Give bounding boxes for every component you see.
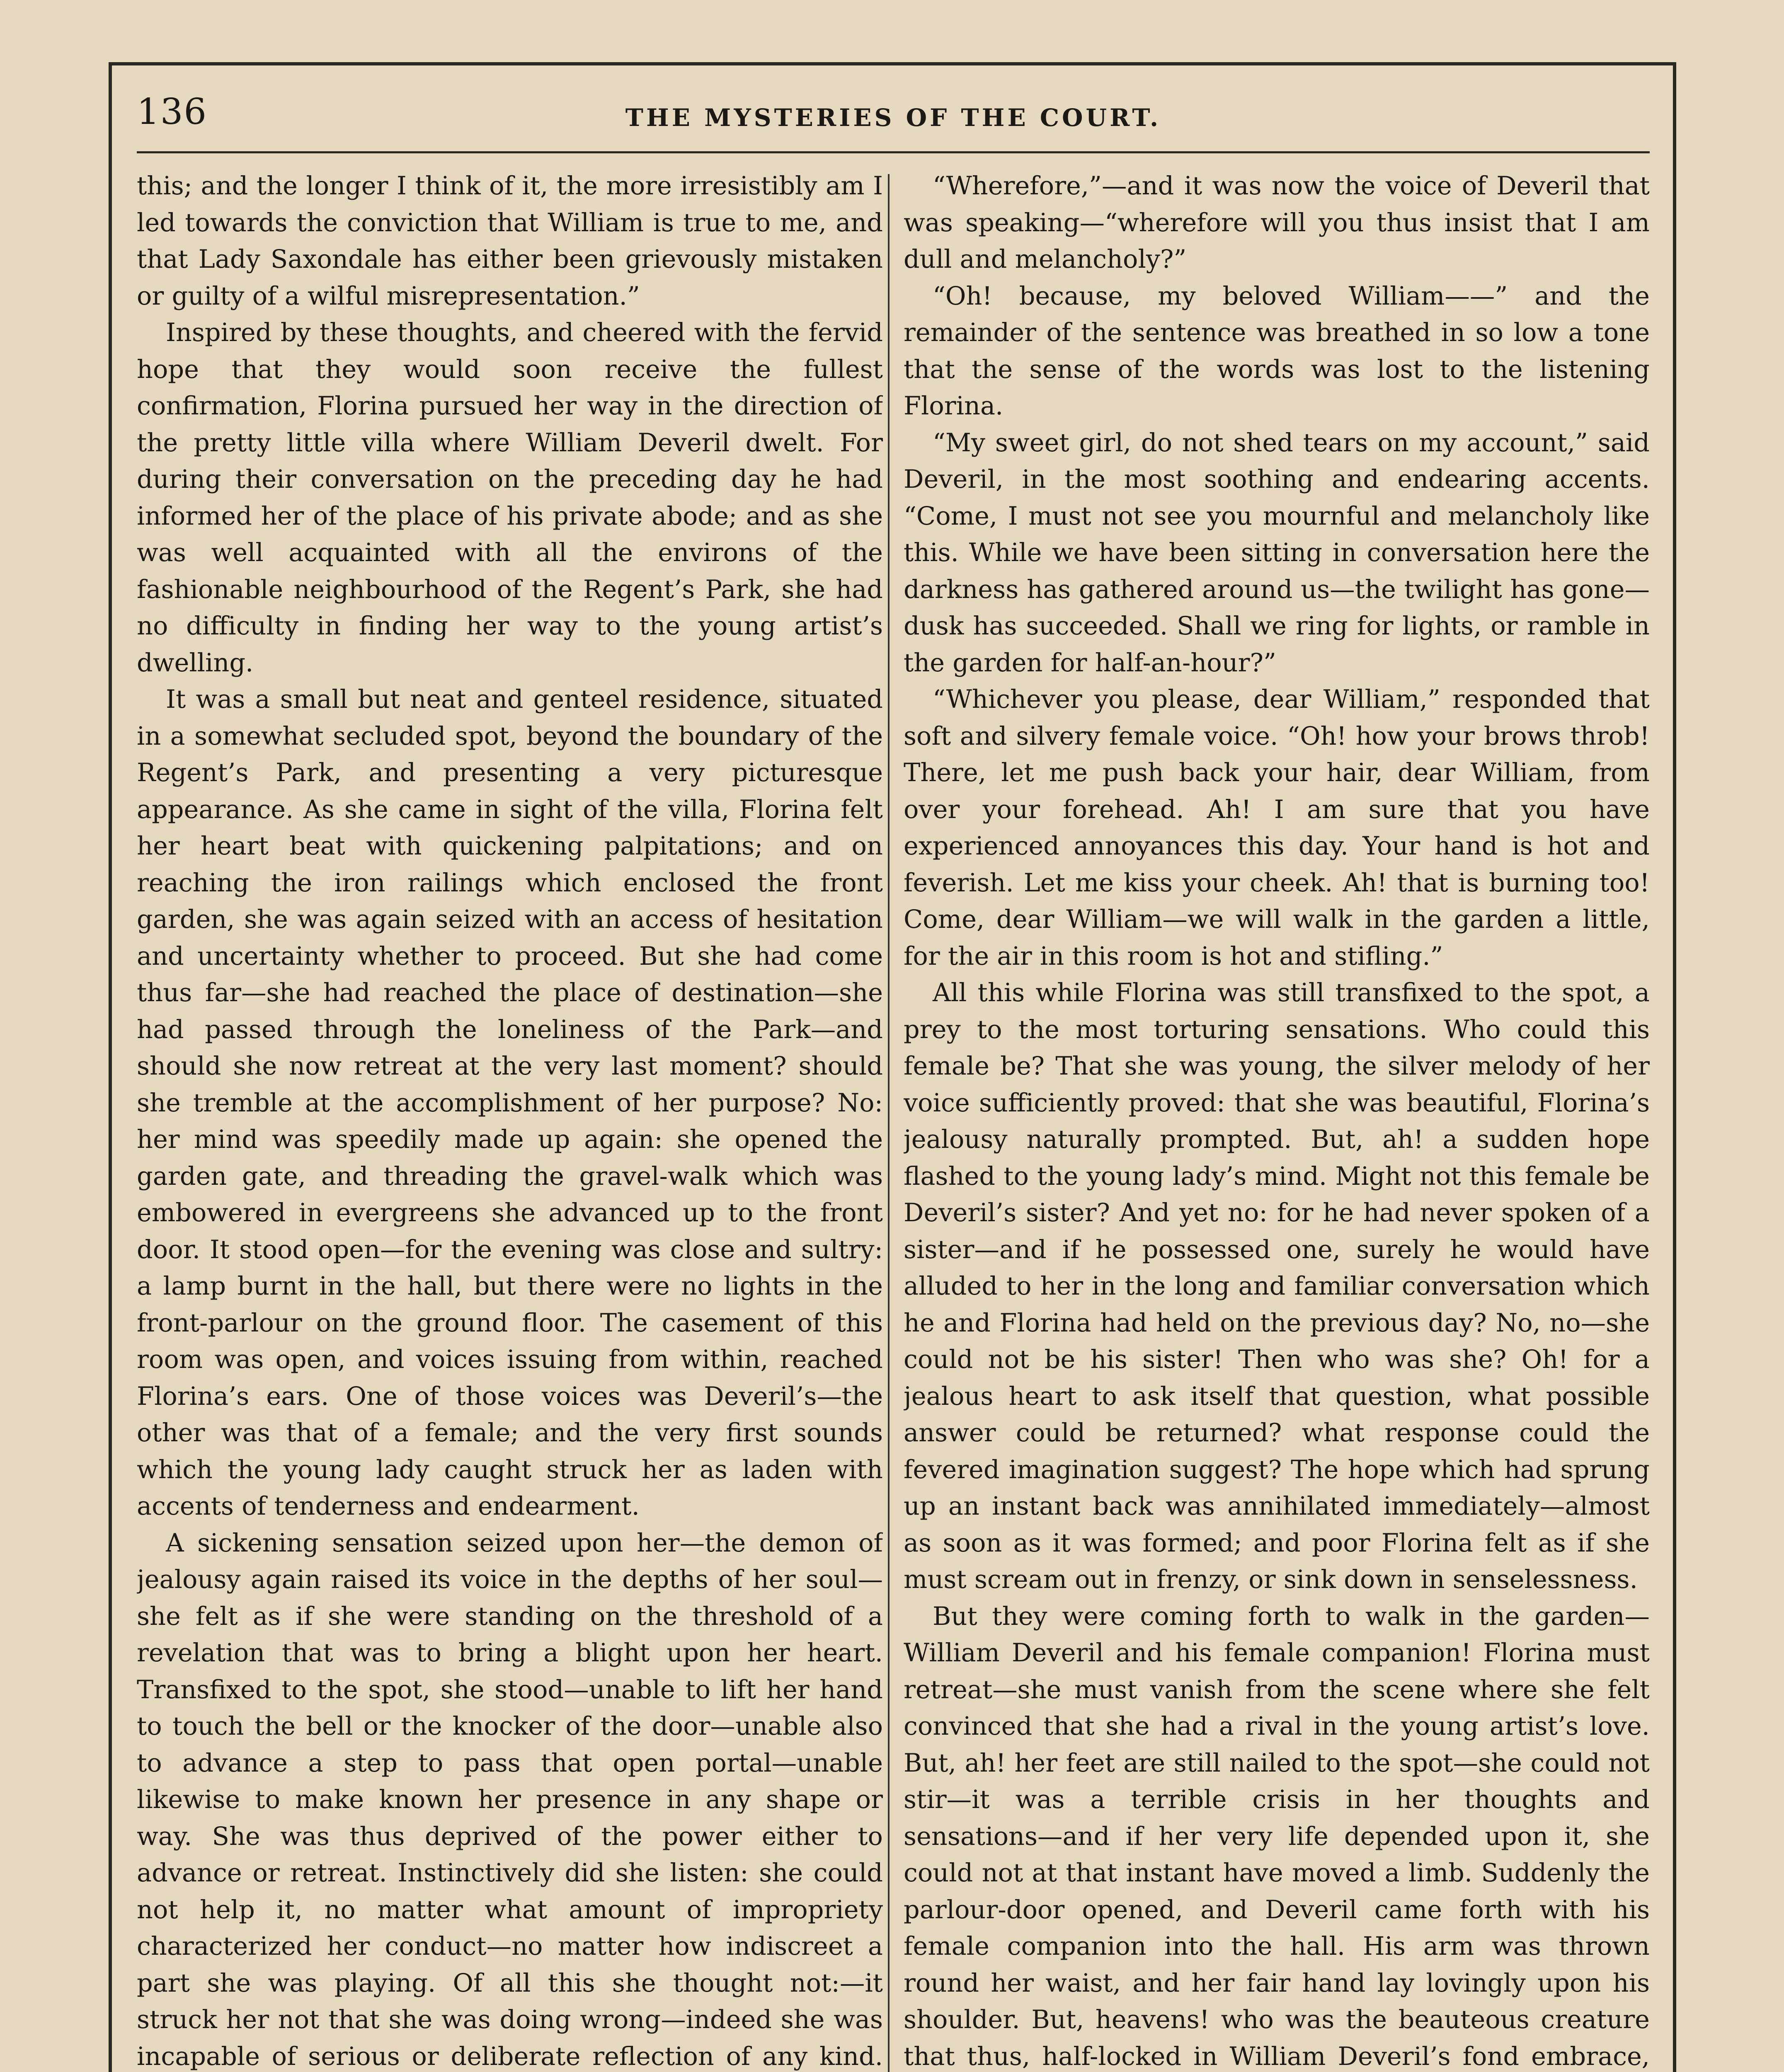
- paragraph: “My sweet girl, do not shed tears on my account,” said Deveril, in the most soothing and endearing accents. “Come, I must not see you mournful and melancholy like this. While we have been sitting in conversation here the darkness has gathered around us—the twilight has gone—dusk has succeeded. Shall we ring for lights, or ramble in the garden for half-an-hour?”: [904, 428, 1650, 678]
- paragraph: A sickening sensation seized upon her—the demon of jealousy again raised its voice in the depths of her soul—she felt as if she were standing on the threshold of a revelation that was to bring a blight upon her heart. Transfixed to the spot, she stood—unable to lift her hand to touch the bell or the knocker of the door—unable also to advance a step to pass that open portal—unable likewise to make known her presence in any shape or way. She was thus deprived of the power either to advance or retreat. Instinctively did she listen: she could not help it, no matter what amount of impropriety characterized her conduct—no matter how indiscreet a part she was playing. Of all this she thought not:—it struck her not that she was doing wrong—indeed she was incapable of serious or deliberate reflection of any kind.: [137, 1528, 883, 2071]
- column-divider: [888, 174, 890, 2072]
- page-number: 136: [137, 91, 208, 133]
- paragraph: It was a small but neat and genteel residence, situated in a somewhat secluded spot, beyond the boundary of the Regent’s Park, and presenting a very picturesque appearance. As she came in sight of the villa, Florina felt her heart beat with quickening palpitations; and on reaching the iron railings which enclosed the front garden, she was again seized with an access of hesitation and uncertainty whether to proceed. But she had come thus far—she had reached the place of destination—she had passed through the loneliness of the Park—and should she now retreat at the very last moment? should she tremble at the accomplishment of her purpose? No: her mind was speedily made up again: she opened the garden gate, and threading the gravel-walk which was embowered in evergreens she advanced up to the front door. It stood open—for the evening was close and sultry: a lamp burnt in the hall, but there were no lights in the front-parlour on the ground floor. The casement of this room was open, and voices issuing from within, reached Florina’s ears. One of those voices was Deveril’s—the other was that of a female; and the very first sounds which the young lady caught struck her as laden with accents of tenderness and endearment.: [137, 685, 883, 1521]
- paragraph: Inspired by these thoughts, and cheered with the fervid hope that they would soon receive the fullest confirmation, Florina pursued her way in the direction of the pretty little villa where William Deveril dwelt. For during their conversation on the preceding day he had informed her of the place of his private abode; and as she was well acquainted with all the environs of the fashionable neighbourhood of the Regent’s Park, she had no difficulty in finding her way to the young artist’s dwelling.: [137, 318, 883, 678]
- paragraph: “Whichever you please, dear William,” responded that soft and silvery female voice. “Oh! how your brows throb! There, let me push back your hair, dear William, from over your forehead. Ah! I am sure that you have experienced annoyances this day. Your hand is hot and feverish. Let me kiss your cheek. Ah! that is burning too! Come, dear William—we will walk in the garden a little, for the air in this room is hot and stifling.”: [904, 685, 1650, 971]
- paragraph: All this while Florina was still transfixed to the spot, a prey to the most torturing sensations. Who could this female be? That she was young, the silver melody of her voice sufficiently proved: that she was beautiful, Florina’s jealousy naturally prompted. But, ah! a sudden hope flashed to the young lady’s mind. Might not this female be Deveril’s sister? And yet no: for he had never spoken of a sister—and if he possessed one, surely he would have alluded to her in the long and familiar conversation which he and Florina had held on the previous day? No, no—she could not be his sister! Then who was she? Oh! for a jealous heart to ask itself that question, what possible answer could be returned? what response could the fevered imagination suggest? The hope which had sprung up an instant back was annihilated immediately—almost as soon as it was formed; and poor Florina felt as if she must scream out in frenzy, or sink down in senselessness.: [904, 978, 1650, 1594]
- paragraph: this; and the longer I think of it, the more irresistibly am I led towards the conviction that William is true to me, and that Lady Saxondale has either been grievously mistaken or guilty of a wilful misrepresentation.”: [137, 172, 883, 311]
- header-rule: [137, 151, 1650, 153]
- paragraph: “Oh! because, my beloved William——” and the remainder of the sentence was breathed in so low a tone that the sense of the words was lost to the listening Florina.: [904, 281, 1650, 421]
- running-title: THE MYSTERIES OF THE COURT.: [625, 104, 1161, 132]
- paragraph: But they were coming forth to walk in the garden—William Deveril and his female companion! Florina must retreat—she must vanish from the scene where she felt convinced that she had a rival in the young artist’s love. But, ah! her feet are still nailed to the spot—she could not stir—it was a terrible crisis in her thoughts and sensations—and if her very life depended upon it, she could not at that instant have moved a limb. Suddenly the parlour-door opened, and Deveril came forth with his female companion into the hall. His arm was thrown round her waist, and her fair hand lay lovingly upon his shoulder. But, heavens! who was the beauteous creature that thus, half-locked in William Deveril’s fond embrace,: [904, 1602, 1650, 2071]
- page-header: [137, 87, 1650, 153]
- paragraph: “Wherefore,”—and it was now the voice of Deveril that was speaking—“wherefore will you thus insist that I am dull and melancholy?”: [904, 172, 1650, 274]
- left-column: [137, 168, 883, 2072]
- right-column: [904, 168, 1650, 2072]
